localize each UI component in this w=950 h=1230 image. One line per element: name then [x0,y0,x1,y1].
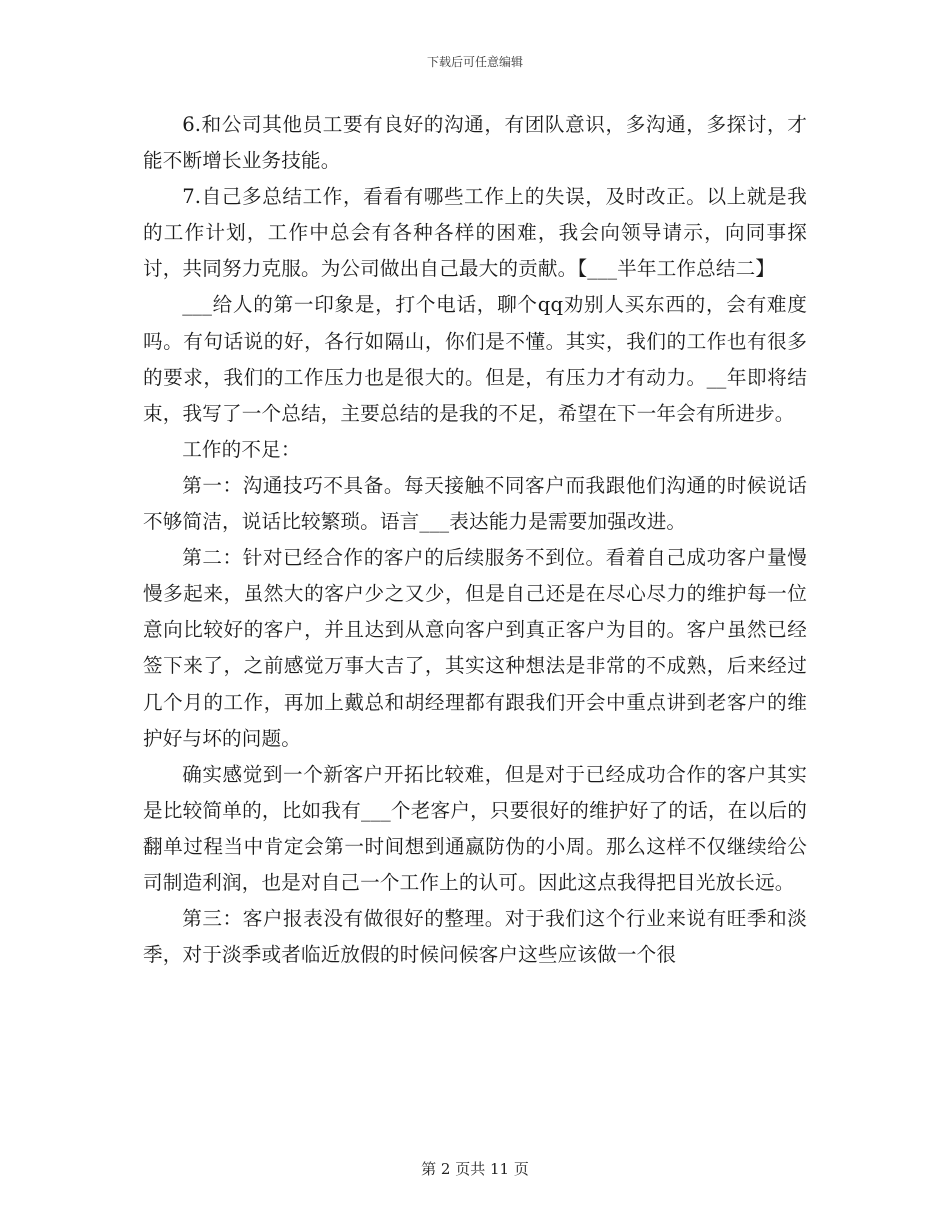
paragraph-item-7: 7.自己多总结工作，看看有哪些工作上的失误，及时改正。以上就是我的工作计划，工作中总会有各种各样的困难，我会向领导请示，向同事探讨，共同努力克服。为公司做出自己最大的贡献。【___半年工作总结二】 [143,185,807,281]
paragraph-third-point: 第三：客户报表没有做很好的整理。对于我们这个行业来说有旺季和淡季，对于淡季或者临近放假的时候问候客户这些应该做一个很 [143,907,807,967]
paragraph-first-point: 第一：沟通技巧不具备。每天接触不同客户而我跟他们沟通的时候说话不够简洁，说话比较繁琐。语言___表达能力是需要加强改进。 [143,473,807,534]
paragraph-intro: ___给人的第一印象是，打个电话，聊个qq劝别人买东西的，会有难度吗。有句话说的好，各行如隔山，你们是不懂。其实，我们的工作也有很多的要求，我们的工作压力也是很大的。但是，有压力才有动力。__年即将结束，我写了一个总结，主要总结的是我的不足，希望在下一年会有所进步。 [143,293,807,425]
document-body [143,107,807,973]
paragraph-item-6: 6.和公司其他员工要有良好的沟通，有团队意识，多沟通，多探讨，才能不断增长业务技能。 [143,113,807,173]
page-header: 下载后可任意编辑 [426,55,523,69]
section-heading-shortcomings: 工作的不足： [182,437,301,461]
page-number-footer: 第 2 页共 11 页 [421,1160,529,1178]
paragraph-second-point: 第二：针对已经合作的客户的后续服务不到位。看着自己成功客户量慢慢多起来，虽然大的客户少之又少，但是自己还是在尽心尽力的维护每一位意向比较好的客户，并且达到从意向客户到真正客户为目的。客户虽然已经签下来了，之前感觉万事大吉了，其实这种想法是非常的不成熟，后来经过几个月的工作，再加上戴总和胡经理都有跟我们开会中重点讲到老客户的维护好与坏的问题。 [143,546,807,750]
paragraph-new-customer: 确实感觉到一个新客户开拓比较难，但是对于已经成功合作的客户其实是比较简单的，比如我有___个老客户，只要很好的维护好了的话，在以后的翻单过程当中肯定会第一时间想到通嬴防伪的小周。那么这样不仅继续给公司制造利润，也是对自己一个工作上的认可。因此这点我得把目光放长远。 [143,762,807,894]
